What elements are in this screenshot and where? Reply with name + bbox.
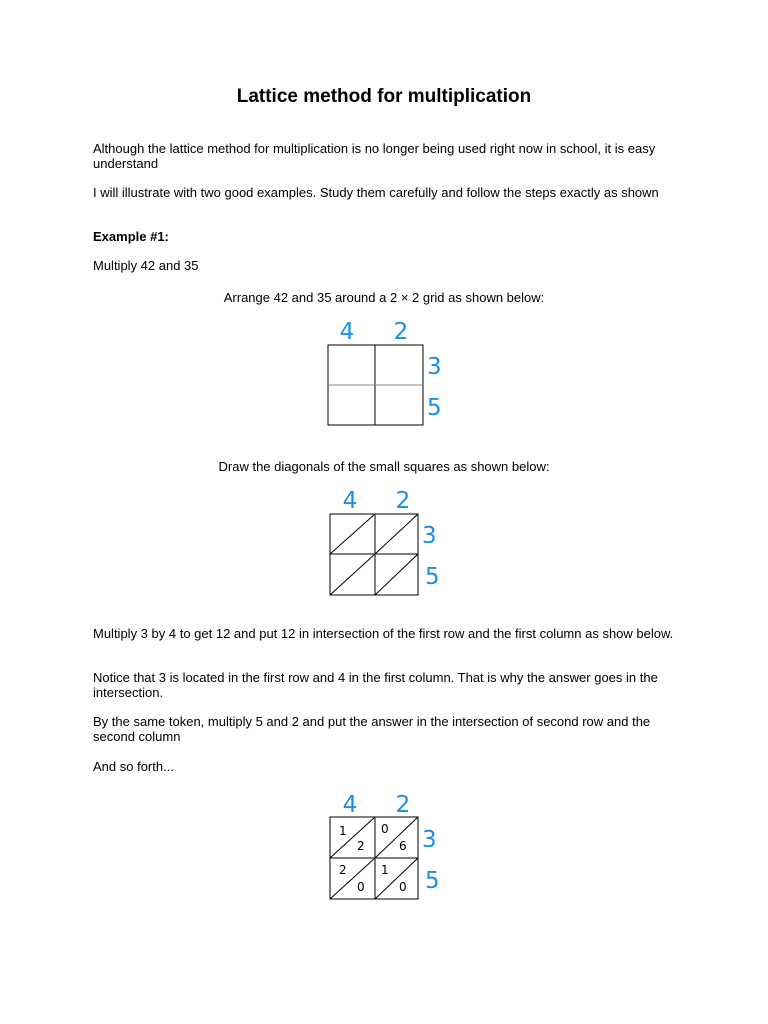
cell-diagonal xyxy=(330,554,375,595)
cell-ones-digit: 6 xyxy=(399,839,407,853)
side-digit: 3 xyxy=(422,523,437,549)
cell-tens-digit: 2 xyxy=(339,863,347,877)
top-digit: 2 xyxy=(395,792,411,818)
notice-paragraph: Notice that 3 is located in the first row and 4 in the first column. That is why the answer goes in the intersection. xyxy=(93,670,658,700)
top-digit: 4 xyxy=(339,319,355,345)
cell-diagonal xyxy=(375,554,418,595)
intro-paragraph: Although the lattice method for multiplication is no longer being used right now in school, it is easy understand xyxy=(93,141,656,171)
token-paragraph: By the same token, multiply 5 and 2 and put the answer in the intersection of second row and the second column xyxy=(93,714,651,744)
step-paragraph: Multiply 3 by 4 to get 12 and put 12 in intersection of the first row and the first column as show below. xyxy=(93,626,674,641)
cell-diagonal xyxy=(330,817,375,858)
cell-diagonal xyxy=(330,514,375,554)
cell-diagonal xyxy=(375,514,418,554)
top-digit: 4 xyxy=(342,488,358,514)
top-digit: 2 xyxy=(393,319,409,345)
cell-ones-digit: 0 xyxy=(357,880,365,894)
cell-tens-digit: 0 xyxy=(381,822,389,836)
cell-tens-digit: 1 xyxy=(339,824,347,838)
lattice-figure-3 xyxy=(329,792,459,902)
lattice-figure-2 xyxy=(329,488,459,598)
cell-ones-digit: 2 xyxy=(357,839,365,853)
multiply-paragraph: Multiply 42 and 35 xyxy=(93,258,199,273)
side-digit: 5 xyxy=(427,395,442,421)
example-heading: Example #1: xyxy=(93,229,169,244)
cell-ones-digit: 0 xyxy=(399,880,407,894)
cell-tens-digit: 1 xyxy=(381,863,389,877)
lattice-figure-1 xyxy=(327,318,457,428)
side-digit: 5 xyxy=(425,564,440,590)
top-digit: 4 xyxy=(342,792,358,818)
top-digit: 2 xyxy=(395,488,411,514)
side-digit: 5 xyxy=(425,868,440,894)
forth-paragraph: And so forth... xyxy=(93,759,174,774)
side-digit: 3 xyxy=(422,827,437,853)
caption-diagonals: Draw the diagonals of the small squares as shown below: xyxy=(218,459,550,474)
cell-diagonal xyxy=(330,858,375,899)
illustrate-paragraph: I will illustrate with two good examples. Study them carefully and follow the steps exactly as shown xyxy=(93,185,659,200)
caption-arrange: Arrange 42 and 35 around a 2 × 2 grid as shown below: xyxy=(223,290,545,305)
side-digit: 3 xyxy=(427,354,442,380)
page-title: Lattice method for multiplication xyxy=(236,86,532,107)
